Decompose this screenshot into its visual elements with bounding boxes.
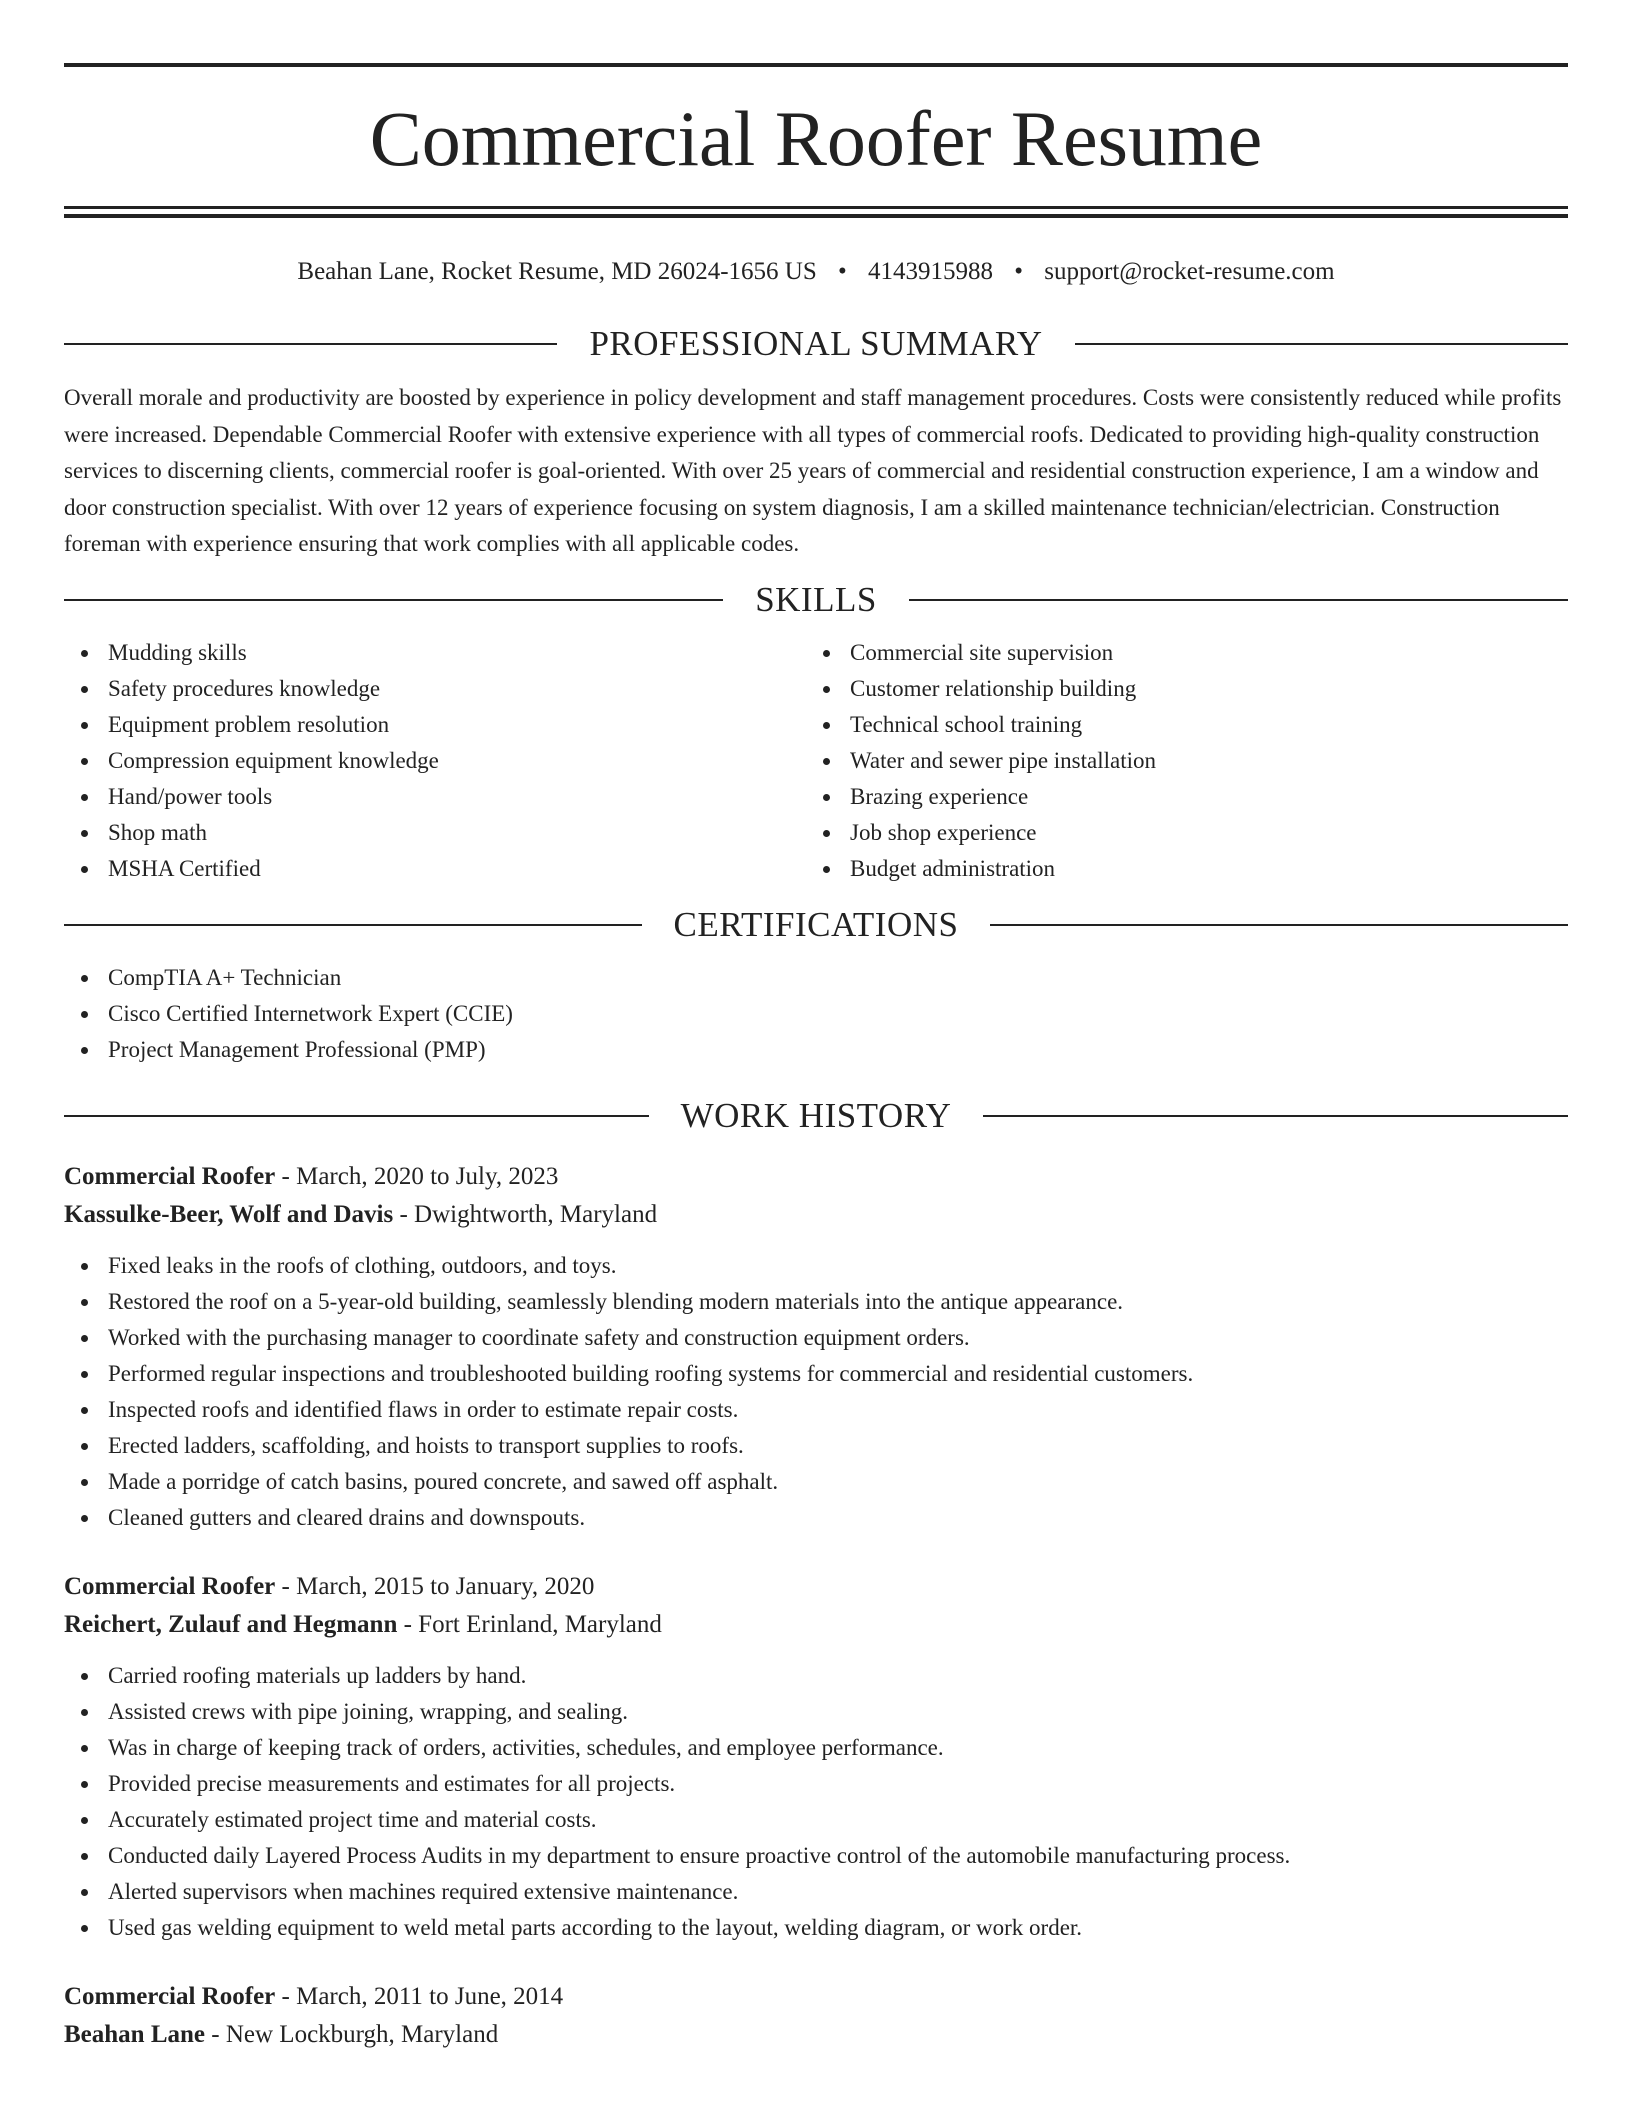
contact-email: support@rocket-resume.com xyxy=(1044,258,1335,285)
section-title: WORK HISTORY xyxy=(680,1095,952,1135)
job-company-line xyxy=(64,2016,1568,2054)
summary-text: Overall morale and productivity are boosted by experience in policy development and staff management procedures. Costs were consistently reduced while profits were increased. Dependable Commercial Roofer with extensive experience with all types of commercial roofs. Dedicated to providing high-quality construction services to discerning clients, commercial roofer is goal-oriented. With over 25 years of commercial and residential construction experience, I am a window and door construction specialist. With over 12 years of experience focusing on system diagnosis, I am a skilled maintenance technician/electrician. Construction foreman with experience ensuring that work complies with all applicable codes. xyxy=(64,385,1562,556)
skills-column-right xyxy=(806,635,1548,887)
job-bullet: Carried roofing materials up ladders by hand. xyxy=(64,1658,1568,1694)
job-bullet: Fixed leaks in the roofs of clothing, outdoors, and toys. xyxy=(64,1248,1568,1284)
job-location: - New Lockburgh, Maryland xyxy=(205,2020,499,2048)
job-bullet: Erected ladders, scaffolding, and hoists to transport supplies to roofs. xyxy=(64,1428,1568,1464)
skill-item: Water and sewer pipe installation xyxy=(806,743,1548,779)
skills-columns xyxy=(64,635,1568,887)
resume-page xyxy=(64,0,1568,2054)
section-title: SKILLS xyxy=(755,579,877,619)
certification-item: Project Management Professional (PMP) xyxy=(64,1032,1568,1068)
job-bullet: Assisted crews with pipe joining, wrapping, and sealing. xyxy=(64,1694,1568,1730)
job-dates: - March, 2015 to January, 2020 xyxy=(275,1572,595,1600)
job-location: - Dwightworth, Maryland xyxy=(393,1200,658,1228)
skill-item: Job shop experience xyxy=(806,815,1548,851)
skill-item: Equipment problem resolution xyxy=(64,707,806,743)
contact-address: Beahan Lane, Rocket Resume, MD 26024-1656 US xyxy=(297,258,817,285)
job-bullet: Was in charge of keeping track of orders, activities, schedules, and employee performance. xyxy=(64,1730,1568,1766)
job-title-line xyxy=(64,1568,1568,1606)
heading-rule xyxy=(64,599,723,601)
skill-item: Shop math xyxy=(64,815,806,851)
contact-phone: 4143915988 xyxy=(868,258,994,285)
skill-item: Customer relationship building xyxy=(806,671,1548,707)
skill-item: MSHA Certified xyxy=(64,851,806,887)
job-bullet: Restored the roof on a 5-year-old building, seamlessly blending modern materials into the antique appearance. xyxy=(64,1284,1568,1320)
job-title: Commercial Roofer xyxy=(64,1162,276,1190)
certifications-list xyxy=(64,960,1568,1068)
job-bullet: Alerted supervisors when machines required extensive maintenance. xyxy=(64,1874,1568,1910)
job-company: Kassulke-Beer, Wolf and Davis xyxy=(64,1200,394,1228)
job-dates: - March, 2020 to July, 2023 xyxy=(275,1162,559,1190)
job-company: Reichert, Zulauf and Hegmann xyxy=(64,1610,398,1638)
section-heading-skills xyxy=(64,578,1568,622)
heading-rule xyxy=(909,599,1568,601)
job-bullet: Made a porridge of catch basins, poured concrete, and sawed off asphalt. xyxy=(64,1464,1568,1500)
skill-item: Commercial site supervision xyxy=(806,635,1548,671)
page-title: Commercial Roofer Resume xyxy=(369,95,1263,182)
certification-item: Cisco Certified Internetwork Expert (CCIE) xyxy=(64,996,1568,1032)
job-bullet: Provided precise measurements and estimates for all projects. xyxy=(64,1766,1568,1802)
skill-item: Brazing experience xyxy=(806,779,1548,815)
contact-line xyxy=(64,255,1568,289)
contact-separator: • xyxy=(838,258,847,285)
job-company-line xyxy=(64,1196,1568,1234)
job-company: Beahan Lane xyxy=(64,2020,206,2048)
job-bullet: Inspected roofs and identified flaws in order to estimate repair costs. xyxy=(64,1392,1568,1428)
job-entry xyxy=(64,1568,1568,1946)
job-bullet: Accurately estimated project time and material costs. xyxy=(64,1802,1568,1838)
skill-item: Technical school training xyxy=(806,707,1548,743)
skill-item: Safety procedures knowledge xyxy=(64,671,806,707)
section-heading-certifications xyxy=(64,903,1568,947)
skills-column-left xyxy=(64,635,806,887)
skill-item: Mudding skills xyxy=(64,635,806,671)
job-dates: - March, 2011 to June, 2014 xyxy=(275,1982,564,2010)
skill-item: Budget administration xyxy=(806,851,1548,887)
certification-item: CompTIA A+ Technician xyxy=(64,960,1568,996)
job-bullet: Worked with the purchasing manager to coordinate safety and construction equipment orders. xyxy=(64,1320,1568,1356)
heading-rule xyxy=(64,343,557,345)
job-bullets xyxy=(64,1658,1568,1946)
job-title: Commercial Roofer xyxy=(64,1982,276,2010)
heading-rule xyxy=(990,924,1568,926)
section-title: CERTIFICATIONS xyxy=(673,904,959,944)
job-bullet: Cleaned gutters and cleared drains and downspouts. xyxy=(64,1500,1568,1536)
job-bullets xyxy=(64,1248,1568,1536)
section-heading-work-history xyxy=(64,1094,1568,1138)
section-heading-summary xyxy=(64,322,1568,366)
title-double-rule xyxy=(64,206,1568,218)
job-title-line xyxy=(64,1158,1568,1196)
section-title: PROFESSIONAL SUMMARY xyxy=(589,324,1043,363)
job-entry xyxy=(64,1158,1568,1536)
heading-rule xyxy=(64,1115,649,1117)
contact-separator: • xyxy=(1014,258,1024,285)
skill-item: Hand/power tools xyxy=(64,779,806,815)
heading-rule xyxy=(64,924,642,926)
job-entry xyxy=(64,1978,1568,2054)
job-company-line xyxy=(64,1606,1568,1644)
heading-rule xyxy=(983,1115,1568,1117)
job-title: Commercial Roofer xyxy=(64,1572,276,1600)
job-bullet: Performed regular inspections and troubleshooted building roofing systems for commercial and residential customers. xyxy=(64,1356,1568,1392)
job-bullet: Conducted daily Layered Process Audits in my department to ensure proactive control of the automobile manufacturing process. xyxy=(64,1838,1568,1874)
heading-rule xyxy=(1075,343,1568,345)
job-location: - Fort Erinland, Maryland xyxy=(397,1610,662,1638)
job-bullet: Used gas welding equipment to weld metal parts according to the layout, welding diagram, or work order. xyxy=(64,1910,1568,1946)
job-title-line xyxy=(64,1978,1568,2016)
skill-item: Compression equipment knowledge xyxy=(64,743,806,779)
